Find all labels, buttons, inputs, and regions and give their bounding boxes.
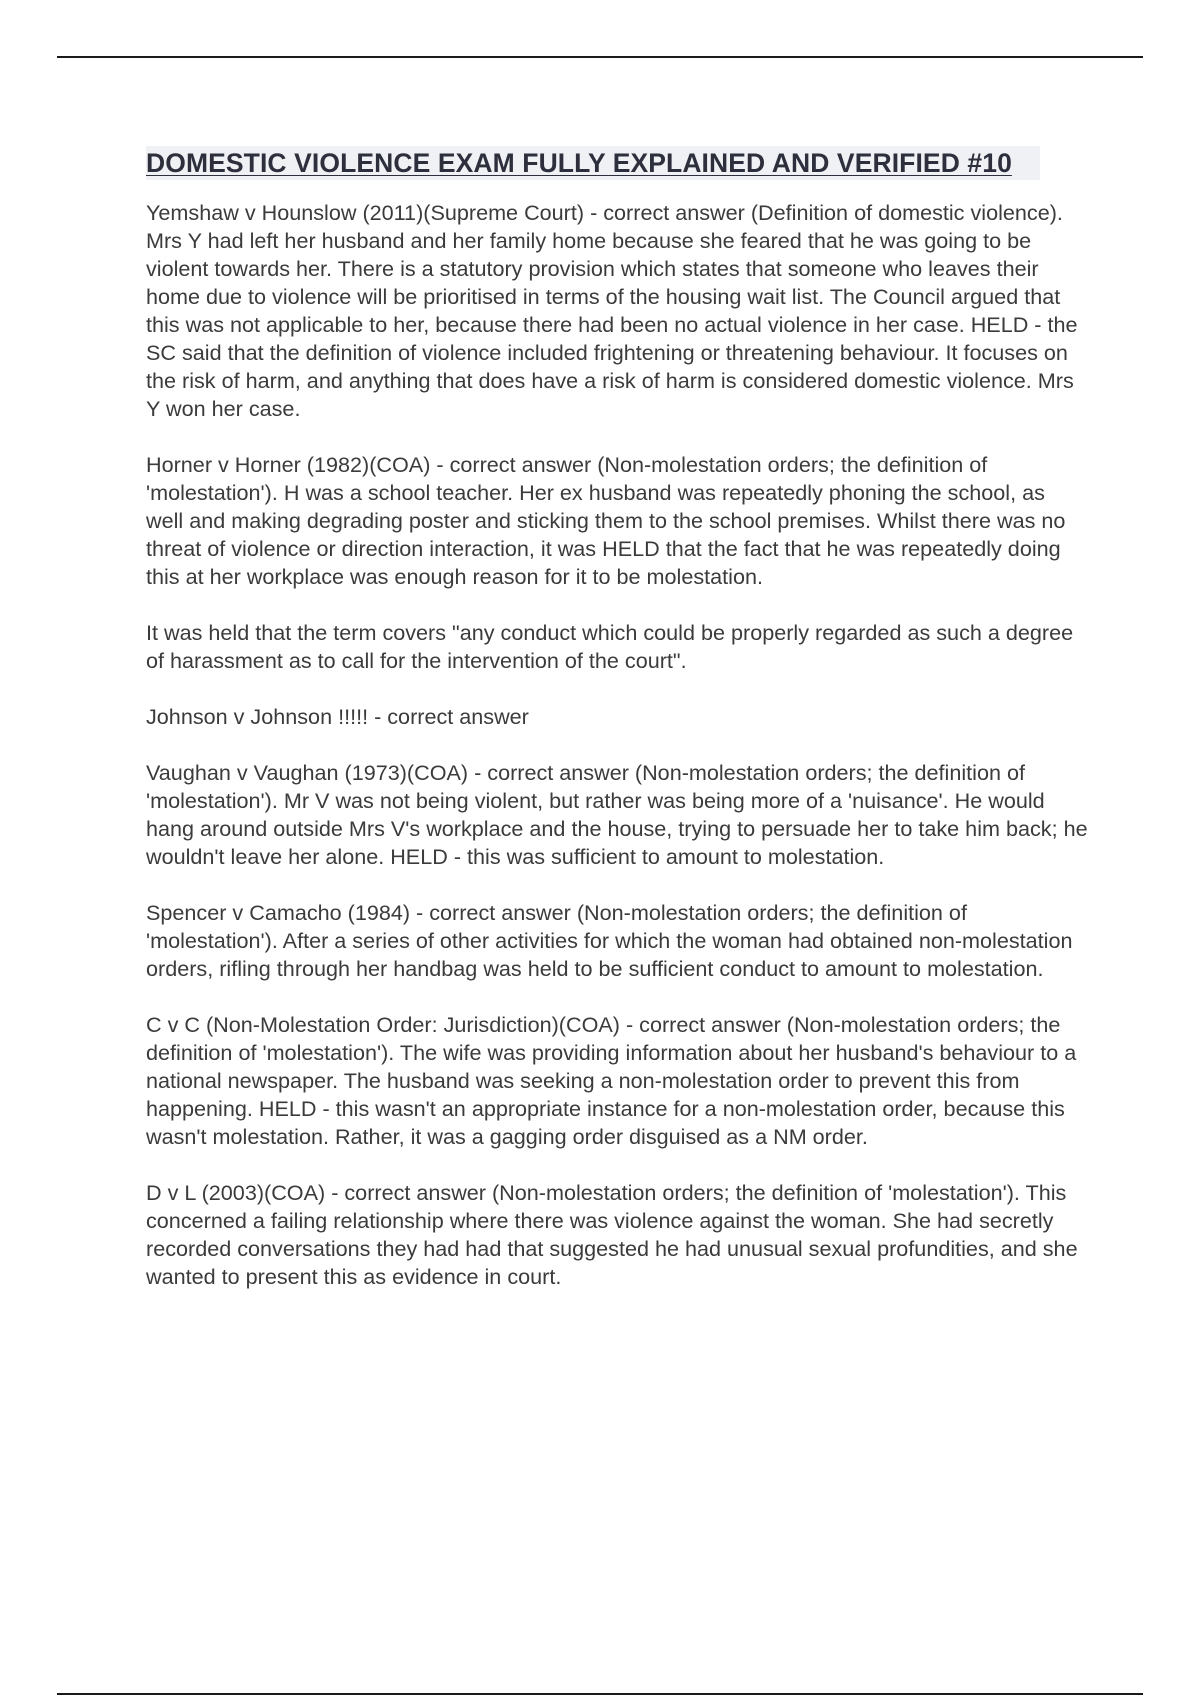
paragraph-vaughan: Vaughan v Vaughan (1973)(COA) - correct answer (Non-molestation orders; the definition of 'molestation'). Mr V was not being violent, but rather was being more of a 'nuisance'. He would hang around outside Mrs V's workplace and the house, trying to persuade her to take him back; he wouldn't leave her alone. HELD - this was sufficient to amount to molestation.	[146, 760, 1088, 869]
paragraph-johnson: Johnson v Johnson !!!!! - correct answer	[146, 704, 529, 729]
document-body	[146, 146, 1088, 1319]
top-rule	[57, 56, 1143, 58]
bottom-rule	[57, 1693, 1143, 1695]
paragraph-d-v-l: D v L (2003)(COA) - correct answer (Non-molestation orders; the definition of 'molestation'). This concerned a failing relationship where there was violence against the woman. She had secretly recorded conversations they had had that suggested he had unusual sexual profundities, and she wanted to present this as evidence in court.	[146, 1180, 1078, 1289]
paragraph-c-v-c: C v C (Non-Molestation Order: Jurisdiction)(COA) - correct answer (Non-molestation orders; the definition of 'molestation'). The wife was providing information about her husband's behaviour to a national newspaper. The husband was seeking a non-molestation order to prevent this from happening. HELD - this wasn't an appropriate instance for a non-molestation order, because this wasn't molestation. Rather, it was a gagging order disguised as a NM order.	[146, 1012, 1077, 1149]
paragraph-spencer: Spencer v Camacho (1984) - correct answer (Non-molestation orders; the definition of 'molestation'). After a series of other activities for which the woman had obtained non-molestation orders, rifling through her handbag was held to be sufficient conduct to amount to molestation.	[146, 900, 1073, 981]
paragraph-yemshaw: Yemshaw v Hounslow (2011)(Supreme Court) - correct answer (Definition of domestic violence). Mrs Y had left her husband and her family home because she feared that he was going to be violent towards her. There is a statutory provision which states that someone who leaves their home due to violence will be prioritised in terms of the housing wait list. The Council argued that this was not applicable to her, because there had been no actual violence in her case. HELD - the SC said that the definition of violence included frightening or threatening behaviour. It focuses on the risk of harm, and anything that does have a risk of harm is considered domestic violence. Mrs Y won her case.	[146, 200, 1078, 421]
paragraph-horner: Horner v Horner (1982)(COA) - correct answer (Non-molestation orders; the definition of 'molestation'). H was a school teacher. Her ex husband was repeatedly phoning the school, as well and making degrading poster and sticking them to the school premises. Whilst there was no threat of violence or direction interaction, it was HELD that the fact that he was repeatedly doing this at her workplace was enough reason for it to be molestation.	[146, 452, 1066, 589]
paragraph-harassment-definition: It was held that the term covers "any conduct which could be properly regarded as such a degree of harassment as to call for the intervention of the court".	[146, 620, 1074, 673]
document-title: DOMESTIC VIOLENCE EXAM FULLY EXPLAINED AND VERIFIED #10	[146, 146, 1040, 180]
